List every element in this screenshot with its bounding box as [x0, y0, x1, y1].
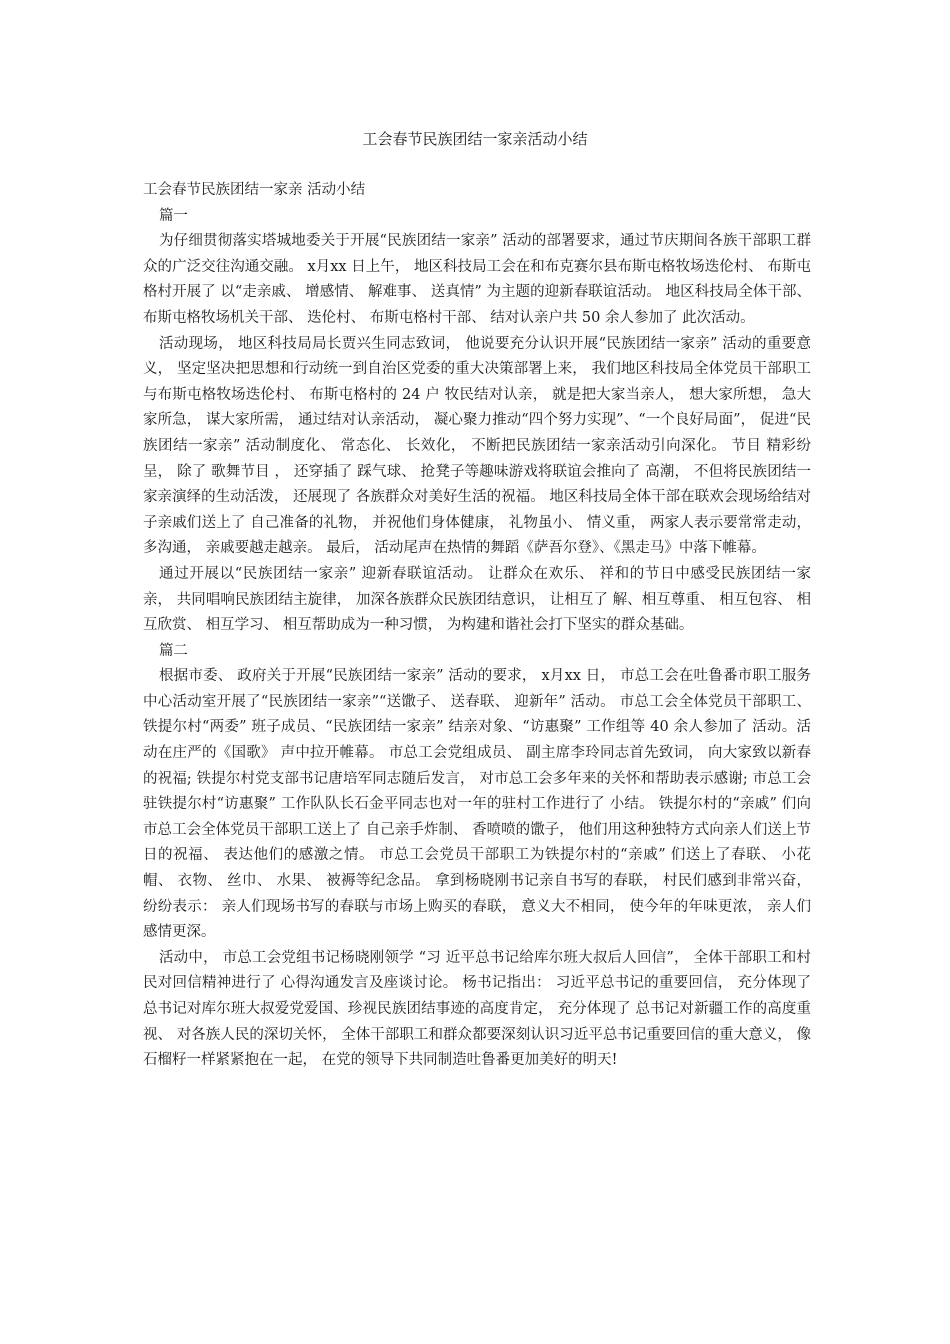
paragraph: 通过开展以“民族团结一家亲” 迎新春联谊活动。 让群众在欢乐、 祥和的节日中感受民族团结一家亲， 共同唱响民族团结主旋律， 加深各族群众民族团结意识， 让相互了 解、相互尊重、 相互包容、 相互欣赏、 相互学习、 相互帮助成为一种习惯， 为构建和谐社会打下坚实的群众基础。: [143, 565, 811, 634]
document-title: 工会春节民族团结一家亲活动小结: [362, 130, 588, 148]
document-subtitle: 工会春节民族团结一家亲 活动小结: [143, 182, 366, 198]
section-label: 篇一: [158, 207, 188, 224]
document-body: [143, 178, 811, 1074]
paragraph: 根据市委、 政府关于开展“民族团结一家亲” 活动的要求， x月xx 日， 市总工会在吐鲁番市职工服务中心活动室开展了“民族团结一家亲”“送馓子、 送春联、 迎新年” 活动。 市总工会全体党员干部职工、 铁提尔村“两委” 班子成员、“民族团结一家亲” 结亲对象、“访惠聚” 工作组等 40 余人参加了 活动。活动在庄严的《国歌》 声中拉开帷幕。 市总工会党组成员、 副主席李玲同志首先致词， 向大家致以新春的祝福; 铁提尔村党支部书记唐培军同志随后发言， 对市总工会多年来的关怀和帮助表示感谢; 市总工会驻铁提尔村“访惠聚” 工作队队长石金平同志也对一年的驻村工作进行了 小结。 铁提尔村的“亲戚” 们向市总工会全体党员干部职工送上了 自己亲手炸制、 香喷喷的馓子， 他们用这种独特方式向亲人们送上节日的祝福、 表达他们的感激之情。 市总工会党员干部职工为铁提尔村的“亲戚” 们送上了春联、 小花帽、 衣物、 丝巾、 水果、 被褥等纪念品。 拿到杨晓刚书记亲自书写的春联， 村民们感到非常兴奋， 纷纷表示： 亲人们现场书写的春联与市场上购买的春联， 意义大不相同， 使今年的年味更浓， 亲人们感情更深。: [143, 668, 811, 941]
paragraph: 为仔细贯彻落实塔城地委关于开展“民族团结一家亲” 活动的部署要求，通过节庆期间各族干部职工群众的广泛交往沟通交融。 x月xx 日上午， 地区科技局工会在和布克赛尔县布斯屯格牧场迭伦村、 布斯屯格村开展了 以“走亲戚、 增感情、 解难事、 送真情” 为主题的迎新春联谊活动。 地区科技局全体干部、 布斯屯格牧场机关干部、 迭伦村、 布斯屯格村干部、 结对认亲户共 50 余人参加了 此次活动。: [143, 233, 811, 326]
paragraph: 活动中， 市总工会党组书记杨晓刚领学 “习 近平总书记给库尔班大叔后人回信”， 全体干部职工和村民对回信精神进行了 心得沟通发言及座谈讨论。 杨书记指出： 习近平总书记的重要回信， 充分体现了 总书记对库尔班大叔爱党爱国、珍视民族团结事迹的高度肯定， 充分体现了 总书记对新疆工作的高度重视、 对各族人民的深切关怀， 全体干部职工和群众都要深刻认识习近平总书记重要回信的重大意义， 像石榴籽一样紧紧抱在一起， 在党的领导下共同制造吐鲁番更加美好的明天!: [143, 949, 811, 1069]
paragraph: 活动现场， 地区科技局局长贾兴生同志致词， 他说要充分认识开展“民族团结一家亲” 活动的重要意义， 坚定坚决把思想和行动统一到自治区党委的重大决策部署上来， 我们地区科技局全体党员干部职工与布斯屯格牧场迭伦村、 布斯屯格村的 24 户 牧民结对认亲， 就是把大家当亲人， 想大家所想， 急大家所急， 谋大家所需， 通过结对认亲活动， 凝心聚力推动“四个努力实现”、“一个良好局面”， 促进“民族团结一家亲” 活动制度化、 常态化、 长效化， 不断把民族团结一家亲活动引向深化。 节目 精彩纷呈， 除了 歌舞节目 ， 还穿插了 踩气球、 抢凳子等趣味游戏将联谊会推向了 高潮， 不但将民族团结一家亲演绎的生动活泼， 还展现了 各族群众对美好生活的祝福。 地区科技局全体干部在联欢会现场给结对子亲戚们送上了 自己准备的礼物， 并祝他们身体健康， 礼物虽小、 情义重， 两家人表示要常常走动， 多沟通， 亲戚要越走越亲。 最后， 活动尾声在热情的舞蹈《萨吾尔登》、《黑走马》中落下帷幕。: [143, 335, 811, 557]
section-label: 篇二: [158, 642, 188, 659]
